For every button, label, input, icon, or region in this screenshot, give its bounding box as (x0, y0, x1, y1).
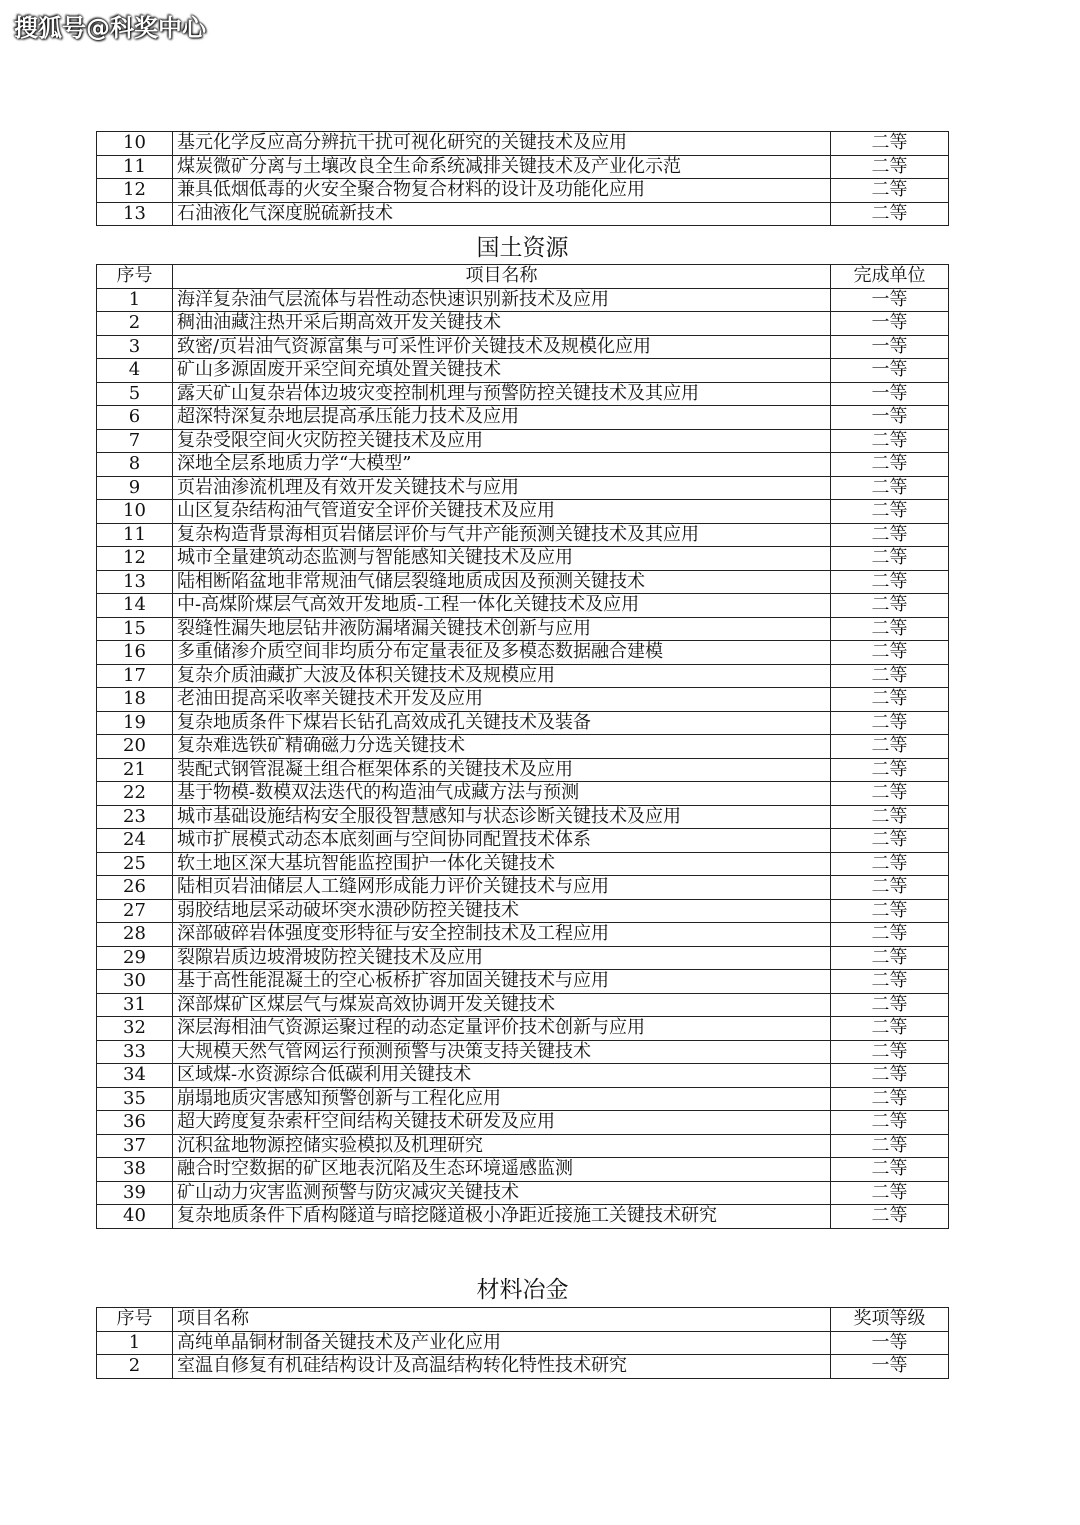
project-name: 致密/页岩油气资源富集与可采性评价关键技术及规模化应用 (173, 335, 831, 359)
table-row (97, 1064, 949, 1088)
award-grade: 一等 (831, 382, 949, 406)
award-grade: 二等 (831, 500, 949, 524)
materials-table-body (97, 1331, 949, 1378)
award-grade: 二等 (831, 179, 949, 203)
project-name: 装配式钢管混凝土组合框架体系的关键技术及应用 (173, 758, 831, 782)
row-number: 11 (97, 523, 173, 547)
row-number: 13 (97, 570, 173, 594)
section-title-land: 国土资源 (476, 235, 569, 261)
table-row (97, 155, 949, 179)
award-grade: 二等 (831, 1205, 949, 1229)
award-grade: 二等 (831, 453, 949, 477)
project-name: 深地全层系地质力学“大模型” (173, 453, 831, 477)
row-number: 22 (97, 782, 173, 806)
project-name: 深部煤矿区煤层气与煤炭高效协调开发关键技术 (173, 993, 831, 1017)
award-grade: 二等 (831, 476, 949, 500)
table-row (97, 782, 949, 806)
award-grade: 一等 (831, 1331, 949, 1355)
table-row (97, 547, 949, 571)
row-number: 23 (97, 805, 173, 829)
project-name: 石油液化气深度脱硫新技术 (173, 202, 831, 226)
row-number: 38 (97, 1158, 173, 1182)
project-name: 区域煤-水资源综合低碳利用关键技术 (173, 1064, 831, 1088)
land-resources-table (96, 264, 949, 1229)
project-name: 城市基础设施结构安全服役智慧感知与状态诊断关键技术及应用 (173, 805, 831, 829)
award-grade: 二等 (831, 876, 949, 900)
award-grade: 二等 (831, 1064, 949, 1088)
table-row (97, 1205, 949, 1229)
award-grade: 二等 (831, 202, 949, 226)
table-row (97, 923, 949, 947)
row-number: 1 (97, 288, 173, 312)
project-name: 老油田提高采收率关键技术开发及应用 (173, 688, 831, 712)
row-number: 27 (97, 899, 173, 923)
row-number: 14 (97, 594, 173, 618)
award-grade: 二等 (831, 155, 949, 179)
row-number: 3 (97, 335, 173, 359)
project-name: 海洋复杂油气层流体与岩性动态快速识别新技术及应用 (173, 288, 831, 312)
award-grade: 二等 (831, 899, 949, 923)
row-number: 2 (97, 312, 173, 336)
row-number: 10 (97, 500, 173, 524)
project-name: 稠油油藏注热开采后期高效开发关键技术 (173, 312, 831, 336)
project-name: 复杂受限空间火灾防控关键技术及应用 (173, 429, 831, 453)
award-grade: 一等 (831, 335, 949, 359)
table-row (97, 1158, 949, 1182)
project-name: 复杂地质条件下煤岩长钻孔高效成孔关键技术及装备 (173, 711, 831, 735)
award-grade: 二等 (831, 758, 949, 782)
award-grade: 二等 (831, 132, 949, 156)
project-name: 露天矿山复杂岩体边坡灾变控制机理与预警防控关键技术及其应用 (173, 382, 831, 406)
row-number: 30 (97, 970, 173, 994)
table-row (97, 429, 949, 453)
table-row (97, 1181, 949, 1205)
row-number: 21 (97, 758, 173, 782)
table-row (97, 970, 949, 994)
table-row (97, 711, 949, 735)
award-grade: 一等 (831, 288, 949, 312)
award-grade: 二等 (831, 547, 949, 571)
table-row (97, 805, 949, 829)
project-name: 中-高煤阶煤层气高效开发地质-工程一体化关键技术及应用 (173, 594, 831, 618)
project-name: 深部破碎岩体强度变形特征与安全控制技术及工程应用 (173, 923, 831, 947)
row-number: 5 (97, 382, 173, 406)
award-grade: 二等 (831, 617, 949, 641)
project-name: 兼具低烟低毒的火安全聚合物复合材料的设计及功能化应用 (173, 179, 831, 203)
table-row (97, 1017, 949, 1041)
table-row (97, 476, 949, 500)
award-grade: 二等 (831, 993, 949, 1017)
table-row (97, 382, 949, 406)
row-number: 2 (97, 1355, 173, 1379)
table-header-row (97, 265, 949, 289)
row-number: 19 (97, 711, 173, 735)
header-no: 序号 (97, 265, 173, 289)
header-name: 项目名称 (173, 1308, 831, 1332)
row-number: 33 (97, 1040, 173, 1064)
row-number: 13 (97, 202, 173, 226)
award-grade: 二等 (831, 1181, 949, 1205)
award-grade: 二等 (831, 1111, 949, 1135)
project-name: 深层海相油气资源运聚过程的动态定量评价技术创新与应用 (173, 1017, 831, 1041)
project-name: 沉积盆地物源控储实验模拟及机理研究 (173, 1134, 831, 1158)
award-grade: 二等 (831, 688, 949, 712)
table-row (97, 335, 949, 359)
table-row (97, 1040, 949, 1064)
table-row (97, 406, 949, 430)
table-row (97, 617, 949, 641)
row-number: 17 (97, 664, 173, 688)
project-name: 软土地区深大基坑智能监控围护一体化关键技术 (173, 852, 831, 876)
award-grade: 一等 (831, 312, 949, 336)
table-row (97, 359, 949, 383)
row-number: 12 (97, 547, 173, 571)
award-grade: 二等 (831, 1040, 949, 1064)
award-grade: 二等 (831, 711, 949, 735)
table-row (97, 664, 949, 688)
table-row (97, 570, 949, 594)
table-row (97, 688, 949, 712)
table-row (97, 179, 949, 203)
project-name: 基于物模-数模双法迭代的构造油气成藏方法与预测 (173, 782, 831, 806)
table-row (97, 594, 949, 618)
project-name: 基于高性能混凝土的空心板桥扩容加固关键技术与应用 (173, 970, 831, 994)
row-number: 6 (97, 406, 173, 430)
materials-table (96, 1307, 949, 1379)
table-header-row (97, 1308, 949, 1332)
project-name: 煤炭微矿分离与土壤改良全生命系统减排关键技术及产业化示范 (173, 155, 831, 179)
table-row (97, 876, 949, 900)
row-number: 26 (97, 876, 173, 900)
table-row (97, 312, 949, 336)
award-grade: 二等 (831, 1017, 949, 1041)
table-row (97, 288, 949, 312)
award-grade: 二等 (831, 852, 949, 876)
project-name: 山区复杂结构油气管道安全评价关键技术及应用 (173, 500, 831, 524)
row-number: 37 (97, 1134, 173, 1158)
award-grade: 二等 (831, 1087, 949, 1111)
table-row (97, 899, 949, 923)
award-grade: 二等 (831, 1134, 949, 1158)
row-number: 32 (97, 1017, 173, 1041)
project-name: 复杂构造背景海相页岩储层评价与气井产能预测关键技术及其应用 (173, 523, 831, 547)
project-name: 页岩油渗流机理及有效开发关键技术与应用 (173, 476, 831, 500)
project-name: 城市扩展模式动态本底刻画与空间协同配置技术体系 (173, 829, 831, 853)
row-number: 18 (97, 688, 173, 712)
award-grade: 一等 (831, 406, 949, 430)
award-grade: 二等 (831, 805, 949, 829)
award-grade: 二等 (831, 782, 949, 806)
row-number: 11 (97, 155, 173, 179)
row-number: 20 (97, 735, 173, 759)
project-name: 超大跨度复杂索杆空间结构关键技术研发及应用 (173, 1111, 831, 1135)
award-grade: 一等 (831, 359, 949, 383)
table-row (97, 852, 949, 876)
row-number: 39 (97, 1181, 173, 1205)
row-number: 8 (97, 453, 173, 477)
project-name: 裂隙岩质边坡滑坡防控关键技术及应用 (173, 946, 831, 970)
watermark-text: 搜狐号@科奖中心 (14, 14, 206, 42)
row-number: 24 (97, 829, 173, 853)
row-number: 15 (97, 617, 173, 641)
project-name: 崩塌地质灾害感知预警创新与工程化应用 (173, 1087, 831, 1111)
project-name: 大规模天然气管网运行预测预警与决策支持关键技术 (173, 1040, 831, 1064)
header-no: 序号 (97, 1308, 173, 1332)
award-grade: 二等 (831, 829, 949, 853)
row-number: 16 (97, 641, 173, 665)
row-number: 25 (97, 852, 173, 876)
row-number: 7 (97, 429, 173, 453)
header-grade: 完成单位 (831, 265, 949, 289)
top-table-body (97, 132, 949, 226)
award-grade: 一等 (831, 1355, 949, 1379)
row-number: 35 (97, 1087, 173, 1111)
award-grade: 二等 (831, 523, 949, 547)
table-row (97, 641, 949, 665)
award-grade: 二等 (831, 735, 949, 759)
project-name: 陆相页岩油储层人工缝网形成能力评价关键技术与应用 (173, 876, 831, 900)
table-row (97, 1331, 949, 1355)
land-table-body (97, 288, 949, 1228)
project-name: 高纯单晶铜材制备关键技术及产业化应用 (173, 1331, 831, 1355)
award-grade: 二等 (831, 429, 949, 453)
award-grade: 二等 (831, 594, 949, 618)
project-name: 城市全量建筑动态监测与智能感知关键技术及应用 (173, 547, 831, 571)
section-title-material: 材料冶金 (476, 1277, 569, 1303)
row-number: 4 (97, 359, 173, 383)
award-grade: 二等 (831, 570, 949, 594)
project-name: 室温自修复有机硅结构设计及高温结构转化特性技术研究 (173, 1355, 831, 1379)
award-grade: 二等 (831, 970, 949, 994)
project-name: 超深特深复杂地层提高承压能力技术及应用 (173, 406, 831, 430)
top-award-table (96, 131, 949, 226)
project-name: 多重储渗介质空间非均质分布定量表征及多模态数据融合建模 (173, 641, 831, 665)
project-name: 矿山多源固废开采空间充填处置关键技术 (173, 359, 831, 383)
header-grade: 奖项等级 (831, 1308, 949, 1332)
award-grade: 二等 (831, 641, 949, 665)
project-name: 复杂地质条件下盾构隧道与暗挖隧道极小净距近接施工关键技术研究 (173, 1205, 831, 1229)
row-number: 10 (97, 132, 173, 156)
project-name: 裂缝性漏失地层钻井液防漏堵漏关键技术创新与应用 (173, 617, 831, 641)
award-grade: 二等 (831, 664, 949, 688)
project-name: 矿山动力灾害监测预警与防灾减灾关键技术 (173, 1181, 831, 1205)
project-name: 基元化学反应高分辨抗干扰可视化研究的关键技术及应用 (173, 132, 831, 156)
table-row (97, 829, 949, 853)
table-row (97, 1111, 949, 1135)
project-name: 复杂难选铁矿精确磁力分选关键技术 (173, 735, 831, 759)
project-name: 弱胶结地层采动破坏突水溃砂防控关键技术 (173, 899, 831, 923)
award-grade: 二等 (831, 946, 949, 970)
table-row (97, 1355, 949, 1379)
table-row (97, 946, 949, 970)
project-name: 复杂介质油藏扩大波及体积关键技术及规模应用 (173, 664, 831, 688)
table-row (97, 500, 949, 524)
row-number: 40 (97, 1205, 173, 1229)
award-grade: 二等 (831, 1158, 949, 1182)
header-name: 项目名称 (173, 265, 831, 289)
table-row (97, 735, 949, 759)
row-number: 12 (97, 179, 173, 203)
table-row (97, 993, 949, 1017)
project-name: 融合时空数据的矿区地表沉陷及生态环境遥感监测 (173, 1158, 831, 1182)
table-row (97, 453, 949, 477)
row-number: 1 (97, 1331, 173, 1355)
table-row (97, 523, 949, 547)
project-name: 陆相断陷盆地非常规油气储层裂缝地质成因及预测关键技术 (173, 570, 831, 594)
table-row (97, 202, 949, 226)
table-row (97, 132, 949, 156)
row-number: 36 (97, 1111, 173, 1135)
row-number: 29 (97, 946, 173, 970)
award-grade: 二等 (831, 923, 949, 947)
row-number: 31 (97, 993, 173, 1017)
table-row (97, 1134, 949, 1158)
row-number: 28 (97, 923, 173, 947)
row-number: 34 (97, 1064, 173, 1088)
table-row (97, 1087, 949, 1111)
table-row (97, 758, 949, 782)
row-number: 9 (97, 476, 173, 500)
